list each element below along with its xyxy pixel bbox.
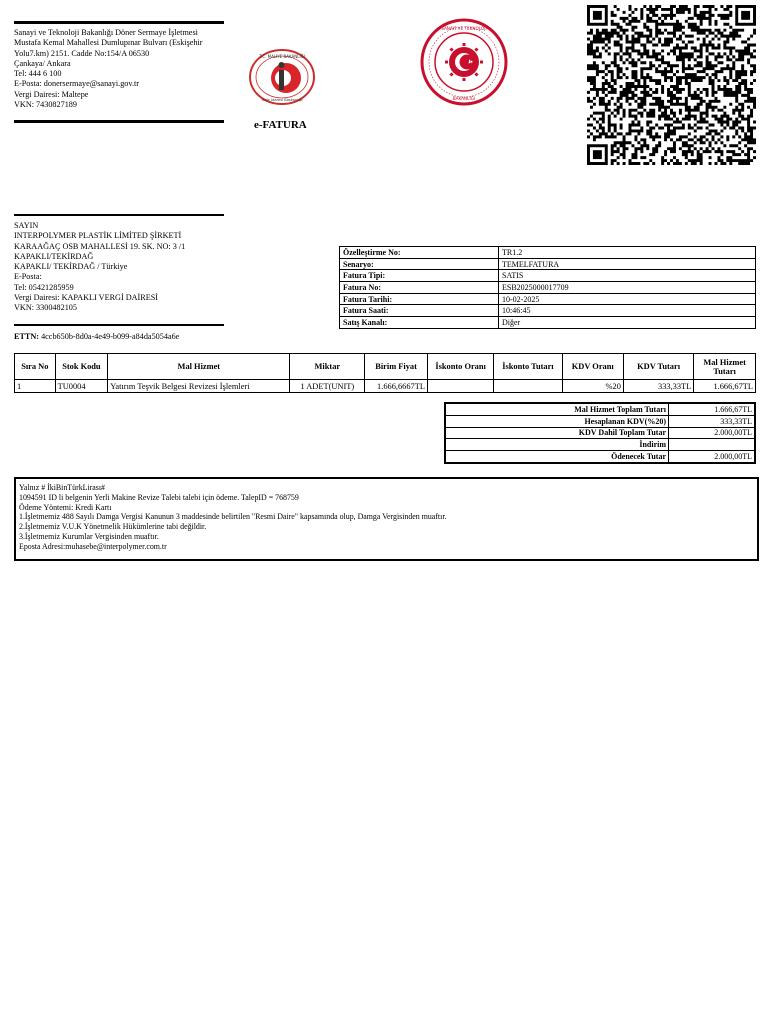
sender-tax-office: Vergi Dairesi: Maltepe [14,89,89,99]
svg-text:SANAYİ VE TEKNOLOJİ: SANAYİ VE TEKNOLOJİ [441,26,487,31]
meta-label: Özelleştirme No: [340,247,499,259]
table-cell: 1 ADET(UNIT) [290,380,365,393]
col-header: KDV Oranı [562,354,623,380]
sender-city: Çankaya/ Ankara [14,58,71,68]
table-cell: 1 [15,380,56,393]
col-header: Sıra No [15,354,56,380]
sender-address: Mustafa Kemal Mahallesi Dumlupınar Bulvarı (Eskişehir Yolu7.km) 2151. Cadde No:154/A 06530 [14,38,203,58]
meta-row [340,317,756,329]
buyer-vkn: VKN: 3300482105 [14,303,77,313]
col-header: Mal Hizmet Tutarı [694,354,756,380]
totals-value: 1.666,67TL [669,403,756,415]
note-line: 1094591 ID li belgenin Yerli Makine Revize Talebi talebi için ödeme. TalepID = 768759 [19,492,299,502]
totals-row [445,427,755,439]
meta-row [340,270,756,282]
ettn [14,332,179,341]
totals-row [445,415,755,427]
note-line: Yalnız # İkiBinTürkLirası# [19,483,105,492]
totals-label: KDV Dahil Toplam Tutar [445,427,669,439]
buyer-address-line3: KAPAKLI/ TEKİRDAĞ / Türkiye [14,262,128,272]
col-header: Stok Kodu [55,354,108,380]
sender-email: E-Posta: donersermaye@sanayi.gov.tr [14,79,140,89]
buyer-name: INTERPOLYMER PLASTİK LİMİTED ŞİRKETİ [14,231,182,241]
note-line: 2.İşletmemiz V.U.K Yönetmelik Hükümlerine tabi değildir. [19,522,207,532]
document-title: e-FATURA [254,119,307,131]
meta-label: Senaryo: [340,258,499,270]
buyer-tax-office: Vergi Dairesi: KAPAKLI VERGİ DAİRESİ [14,293,159,303]
invoice-meta-table [339,246,756,329]
sender-bottom-divider [14,120,224,123]
sender-phone: Tel: 444 6 100 [14,69,62,79]
col-header: Birim Fiyat [365,354,428,380]
totals-label: İndirim [445,439,669,451]
col-header: İskonto Tutarı [494,354,562,380]
table-cell: 1.666,6667TL [365,380,428,393]
meta-label: Fatura Tarihi: [340,293,499,305]
ettn-label: ETTN: [14,332,40,341]
col-header: Mal Hizmet [108,354,290,380]
table-cell: TU0004 [55,380,108,393]
totals-row [445,403,755,415]
gib-logo-icon [248,48,316,106]
meta-row [340,282,756,294]
totals-row [445,451,755,463]
meta-value: TEMELFATURA [499,258,756,270]
sender-vkn: VKN: 7430827189 [14,100,77,110]
meta-row [340,258,756,270]
table-cell: 1.666,67TL [694,380,756,393]
note-line: Ödeme Yöntemi: Kredi Kartı [19,502,112,512]
note-line: 1.İşletmemiz 488 Sayılı Damga Vergisi Kanunun 3 maddesinde belirtilen "Resmi Daire" kapsamında olup, Damga Vergisinden muaftır. [19,512,447,522]
sender-name: Sanayi ve Teknoloji Bakanlığı Döner Sermaye İşletmesi [14,28,198,37]
ministry-seal-icon [418,18,510,106]
buyer-address-line1: KARAAĞAÇ OSB MAHALLESİ 19. SK. NO: 3 /1 [14,241,186,251]
meta-value: Diğer [499,317,756,329]
table-cell: Yatırım Teşvik Belgesi Revizesi İşlemleri [108,380,290,393]
svg-text:T.C. MALİYE BAKANLIĞI: T.C. MALİYE BAKANLIĞI [259,54,305,59]
totals-row [445,439,755,451]
meta-row [340,293,756,305]
buyer-bottom-divider [14,324,224,326]
table-cell [494,380,562,393]
meta-value: TR1.2 [499,247,756,259]
buyer-top-divider [14,214,224,216]
buyer-email: E-Posta: [14,272,42,282]
items-header-row [15,354,756,380]
meta-row [340,305,756,317]
buyer-info [14,221,234,314]
totals-label: Hesaplanan KDV(%20) [445,415,669,427]
table-cell: 333,33TL [623,380,693,393]
note-line: 3.İşletmemiz Kurumlar Vergisinden muaftır. [19,531,159,541]
buyer-phone: Tel: 05421285959 [14,282,74,292]
qr-code-icon [587,5,756,165]
meta-label: Satış Kanalı: [340,317,499,329]
buyer-salutation: SAYIN [14,221,39,230]
totals-label: Mal Hizmet Toplam Tutarı [445,403,669,415]
table-row [15,380,756,393]
totals-value: 2.000,00TL [669,451,756,463]
meta-value: ESB2025000017709 [499,282,756,294]
meta-value: 10:46:45 [499,305,756,317]
meta-row [340,247,756,259]
table-cell [427,380,493,393]
totals-value: 333,33TL [669,415,756,427]
meta-value: SATIS [499,270,756,282]
col-header: KDV Tutarı [623,354,693,380]
ettn-value: 4ccb650b-8d0a-4e49-b099-a84da5054a6e [41,332,180,341]
col-header: Miktar [290,354,365,380]
totals-value [669,439,756,451]
top-divider [14,21,224,24]
table-cell: %20 [562,380,623,393]
notes-box [14,477,759,561]
meta-label: Fatura No: [340,282,499,294]
note-line: Eposta Adresi:muhasebe@interpolymer.com.tr [19,541,167,551]
meta-value: 10-02-2025 [499,293,756,305]
totals-table [444,402,756,464]
items-table [14,353,756,393]
col-header: İskonto Oranı [427,354,493,380]
sender-info [14,28,229,110]
meta-label: Fatura Saati: [340,305,499,317]
totals-label: Ödenecek Tutar [445,451,669,463]
meta-label: Fatura Tipi: [340,270,499,282]
svg-text:Gelir İdaresi Başkanlığı: Gelir İdaresi Başkanlığı [261,98,303,102]
svg-text:BAKANLIĞI: BAKANLIĞI [452,96,476,101]
totals-value: 2.000,00TL [669,427,756,439]
buyer-address-line2: KAPAKLI/TEKİRDAĞ [14,251,94,261]
